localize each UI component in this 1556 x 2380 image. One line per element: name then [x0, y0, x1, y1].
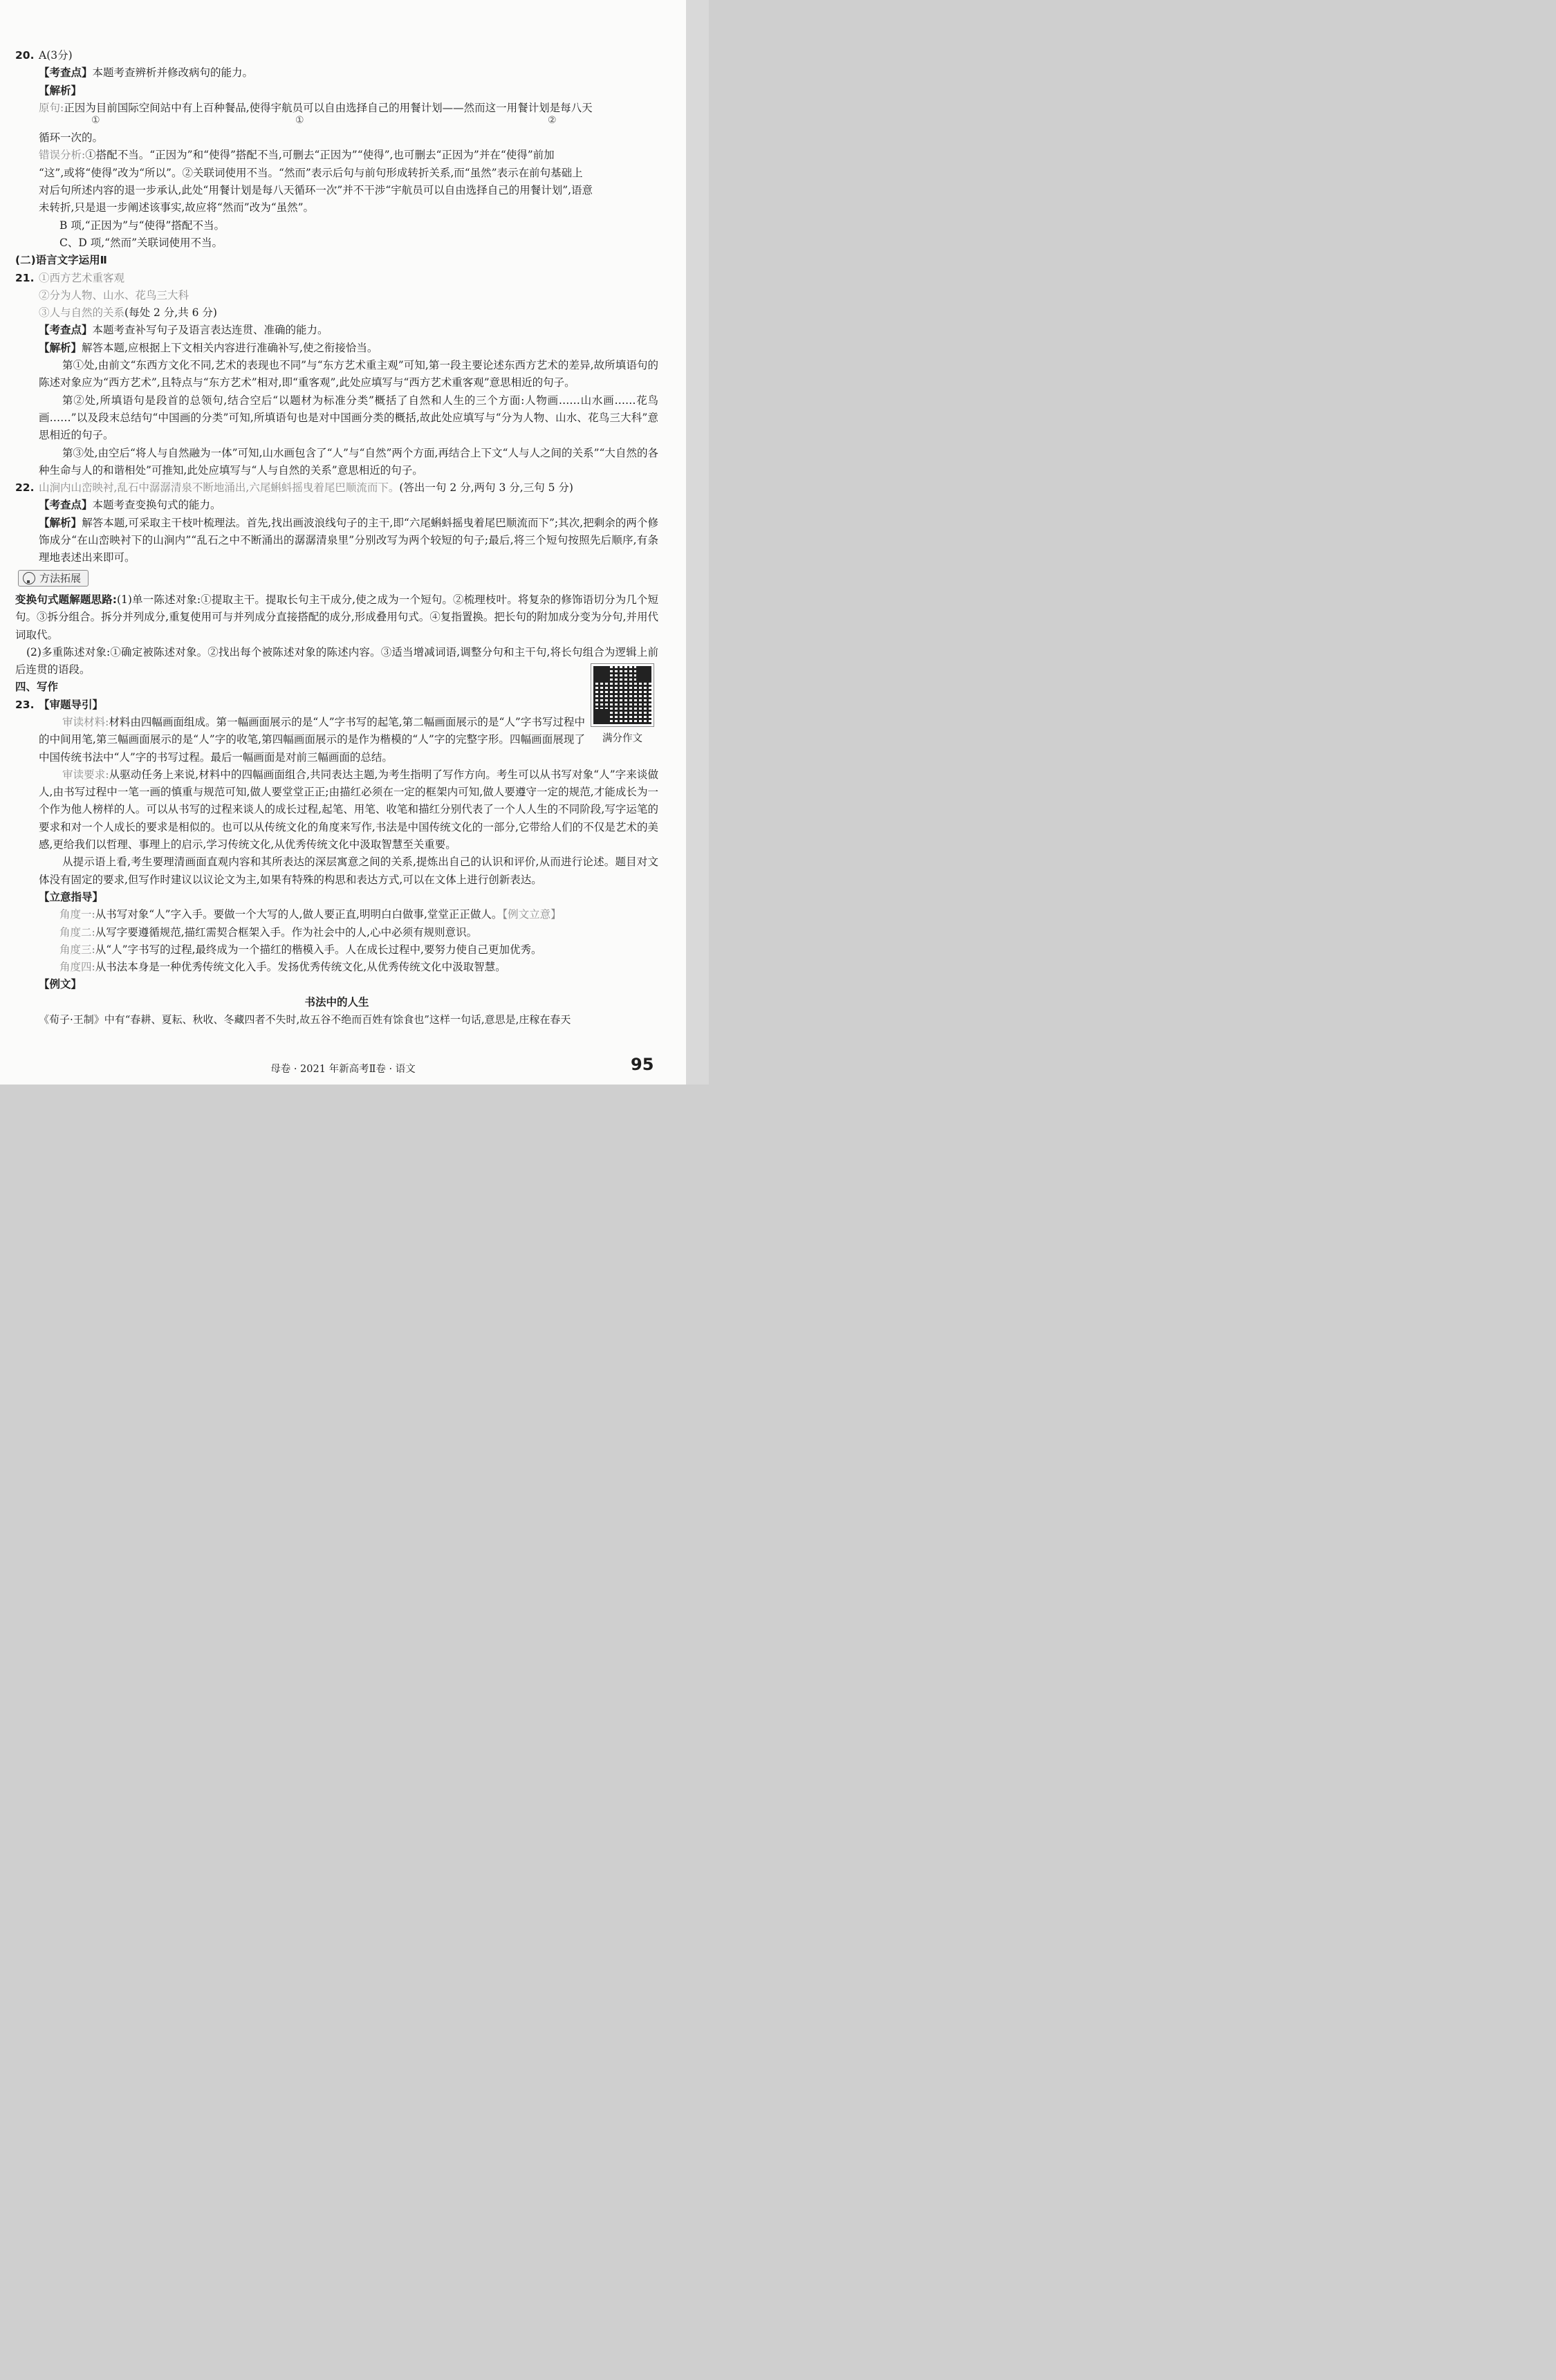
- q23-example-tag: 【例文】: [39, 978, 82, 991]
- question-number: 20.: [15, 49, 35, 62]
- q20-error-line: 对后句所述内容的退一步承认,此处“用餐计划是每八天循环一次”并不干涉“宇航员可以自由选择自己的用餐计划”,语意: [39, 184, 593, 197]
- question-number: 21.: [15, 271, 35, 284]
- q20-original-sentence: 原句:正因为目前国际空间站中有上百种餐品,使得宇航员可以自由选择自己的用餐计划——然而这一用餐计划是每八天: [39, 101, 593, 114]
- q21-answer-2: ②分为人物、山水、花鸟三大科: [39, 288, 189, 302]
- mark: ①: [91, 115, 100, 127]
- qr-code-block: [581, 664, 664, 745]
- question-number: 23.: [15, 698, 35, 711]
- q21-analysis: 【解析】解答本题,应根据上下文相关内容进行准确补写,使之衔接恰当。: [39, 341, 378, 354]
- q20-answer-line: [15, 47, 658, 64]
- answer-page: [0, 0, 709, 1085]
- q22-answer-line: 22. 山涧内山峦映衬,乱石中潺潺清泉不断地涌出,六尾蝌蚪摇曳着尾巴顺流而下。(答出一句 2 分,两句 3 分,三句 5 分): [15, 479, 658, 497]
- qr-code-icon: [591, 664, 654, 726]
- essay-title: 书法中的人生: [304, 995, 369, 1008]
- mark: ①: [295, 115, 304, 127]
- q23-material: 审读材料:材料由四幅画面组成。第一幅画面展示的是“人”字书写的起笔,第二幅画面展示的是“人”字书写过程中的中间用笔,第三幅画面展示的是“人”字的收笔,第四幅画面展示的是作为楷模的“人”字的完整字形。四幅画面展现了中国传统书法中“人”字的书写过程。最后一幅画面是对前三幅画面的总结。: [39, 715, 585, 764]
- q21-para-3: 第③处,由空后“将人与自然融为一体”可知,山水画包含了“人”与“自然”两个方面,再结合上下文“人与人之间的关系”“大自然的各种生命与人的和谐相处”可推知,此处应填写与“人与自然的关系”意思相近的句子。: [39, 446, 658, 477]
- answer: A(3分): [39, 49, 73, 62]
- page-content: [15, 47, 658, 1028]
- method-badge: 方法拓展: [18, 570, 89, 587]
- page-footer: 母卷 · 2021 年新高考Ⅱ卷 · 语文: [270, 1064, 416, 1075]
- essay-first-line: 《荀子·王制》中有“春耕、夏耘、秋收、冬藏四者不失时,故五谷不绝而百姓有馀食也”这样一句话,意思是,庄稼在春天: [39, 1013, 571, 1026]
- q23-prompt: 从提示语上看,考生要理清画面直观内容和其所表达的深层寓意之间的关系,提炼出自己的认识和评价,从而进行论述。题目对文体没有固定的要求,但写作时建议以议论文为主,如果有特殊的构思和表达方式,可以在文体上进行创新表达。: [39, 856, 658, 886]
- section-heading: (二)语言文字运用Ⅱ: [15, 254, 107, 267]
- q21-point: 【考查点】本题考查补写句子及语言表达连贯、准确的能力。: [39, 324, 328, 337]
- qr-label: 满分作文: [602, 733, 642, 744]
- q21-answer-3: ③人与自然的关系(每处 2 分,共 6 分): [39, 306, 217, 320]
- q20-option-b: B 项,“正因为”与“使得”搭配不当。: [59, 219, 225, 232]
- q20-analysis-tag: 【解析】: [39, 84, 82, 97]
- q22-point: 【考查点】本题考查变换句式的能力。: [39, 499, 221, 512]
- q23-idea-tag: 【立意指导】: [39, 890, 104, 903]
- q20-error-analysis: 错误分析:①搭配不当。“正因为”和“使得”搭配不当,可删去“正因为”“使得”,也可删去“正因为”并在“使得”前加: [39, 149, 555, 162]
- angle-item: 角度三:从“人”字书写的过程,最终成为一个描红的楷模入手。人在成长过程中,要努力使自己更加优秀。: [59, 943, 542, 956]
- page-number: 95: [631, 1055, 654, 1074]
- angle-item: 角度一:从书写对象“人”字入手。要做一个大写的人,做人要正直,明明白白做事,堂堂正正做人。【例文立意】: [59, 908, 562, 921]
- q20-error-line: “这”,或将“使得”改为“所以”。②关联词使用不当。“然而”表示后句与前句形成转折关系,而“虽然”表示在前句基础上: [39, 166, 583, 179]
- method-para-2: (2)多重陈述对象:①确定被陈述对象。②找出每个被陈述对象的陈述内容。③适当增减词语,调整分句和主干句,将长句组合为逻辑上前后连贯的语段。: [15, 645, 658, 676]
- lightbulb-icon: [23, 572, 35, 584]
- angle-item: 角度二:从写字要遵循规范,描红需契合框架入手。作为社会中的人,心中必须有规则意识。: [59, 925, 478, 939]
- scan-edge: [686, 0, 709, 1085]
- q21-answer-1: 21. ①西方艺术重客观: [15, 270, 658, 287]
- q22-analysis: 【解析】解答本题,可采取主干枝叶梳理法。首先,找出画波浪线句子的主干,即“六尾蝌蚪摇曳着尾巴顺流而下”;其次,把剩余的两个修饰成分“在山峦映衬下的山涧内”“乱石之中不断涌出的潺潺清泉里”分别改写为两个较短的句子;最后,将三个短句按照先后顺序,有条理地表述出来即可。: [39, 516, 658, 564]
- angle-item: 角度四:从书法本身是一种优秀传统文化入手。发扬优秀传统文化,从优秀传统文化中汲取智慧。: [59, 961, 506, 974]
- mark: ②: [548, 115, 557, 127]
- q21-para-2: 第②处,所填语句是段首的总领句,结合空后“以题材为标准分类”概括了自然和人生的三个方面:人物画……山水画……花鸟画……”以及段末总结句“中国画的分类”可知,所填语句也是对中国画分类的概括,故此处应填写与“分为人物、山水、花鸟三大科”意思相近的句子。: [39, 394, 658, 442]
- q20-marks: [15, 117, 658, 129]
- q23-requirement: 审读要求:从驱动任务上来说,材料中的四幅画面组合,共同表达主题,为考生指明了写作方向。考生可以从书写对象“人”字来谈做人,由书写过程中一笔一画的慎重与规范可知,做人要堂堂正正;由描红必须在一定的框架内可知,做人要遵守一定的规范,才能成长为一个作为他人榜样的人。可以从书写的过程来谈人的成长过程,起笔、用笔、收笔和描红分别代表了一个人人生的不同阶段,写字运笔的要求和对一个人成长的要求是相似的。也可以从传统文化的角度来写作,书法是中国传统文化的一部分,它带给人们的不仅是艺术的美感,更给我们以哲理、事理上的启示,学习传统文化,从优秀传统文化中汲取智慧至关重要。: [39, 768, 658, 851]
- q23-guide-tag: 23. 【审题导引】: [15, 697, 658, 714]
- q21-para-1: 第①处,由前文“东西方文化不同,艺术的表现也不同”与“东方艺术重主观”可知,第一段主要论述东西方艺术的差异,故所填语句的陈述对象应为“西方艺术”,且特点与“东方艺术”相对,即“重客观”,此处应填写与“西方艺术重客观”意思相近的句子。: [39, 359, 658, 389]
- method-para-1: 变换句式题解题思路:(1)单一陈述对象:①提取主干。提取长句主干成分,使之成为一个短句。②梳理枝叶。将复杂的修饰语切分为几个短句。③拆分组合。拆分并列成分,重复使用可与并列成分直接搭配的成分,形成叠用句式。④复指置换。把长句的附加成分变为分句,并用代词取代。: [15, 593, 659, 641]
- q20-point: 【考查点】本题考查辨析并修改病句的能力。: [39, 66, 254, 80]
- section-heading: 四、写作: [15, 681, 59, 694]
- q20-option-cd: C、D 项,“然而”关联词使用不当。: [59, 236, 223, 249]
- q20-original-sentence-cont: 循环一次的。: [39, 131, 104, 145]
- question-number: 22.: [15, 481, 35, 495]
- method-badge-row: [18, 570, 658, 590]
- q20-error-line: 未转折,只是退一步阐述该事实,故应将“然而”改为“虽然”。: [39, 201, 315, 214]
